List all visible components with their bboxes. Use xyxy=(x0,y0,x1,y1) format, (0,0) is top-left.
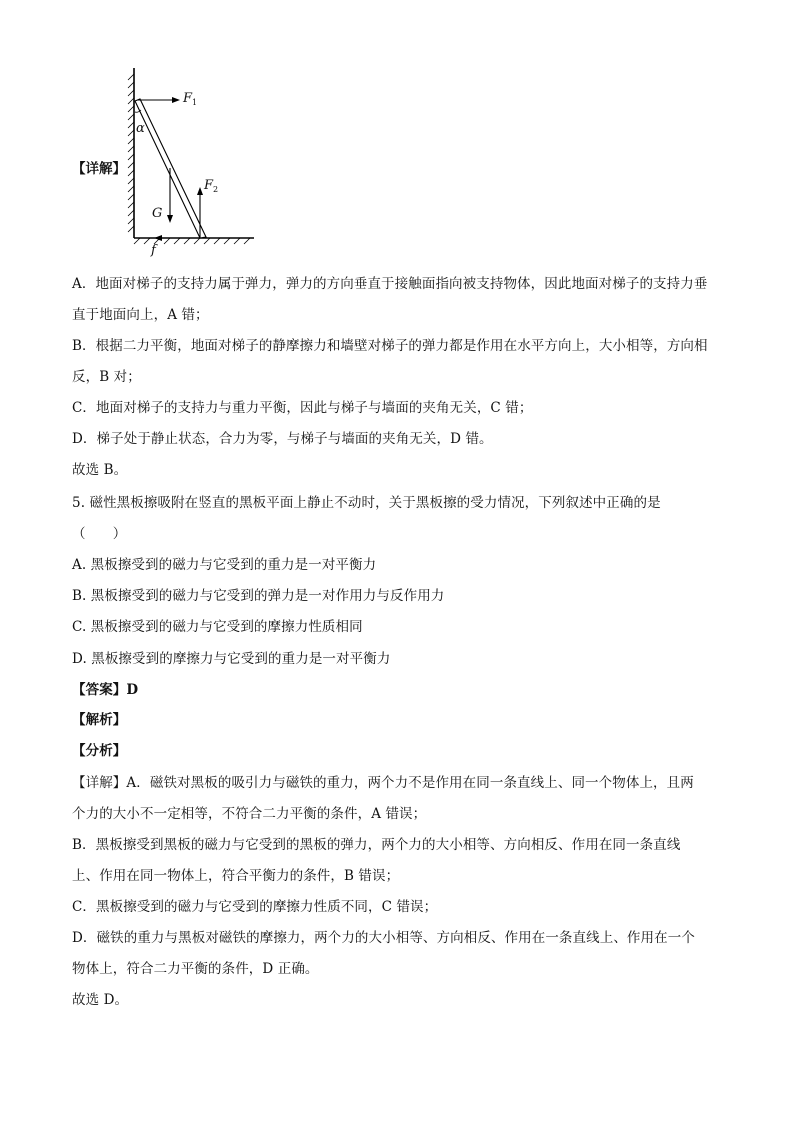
q5-fenxi-label: 【分析】 xyxy=(72,743,127,759)
detail-label: 【详解】 xyxy=(72,161,126,177)
q5-answer: 【答案】D xyxy=(72,682,139,698)
q5-option-c: C. 黑板擦受到的磁力与它受到的摩擦力性质相同 xyxy=(72,619,363,635)
q5-detail-b-line2: 上、作用在同一物体上，符合平衡力的条件，B 错误； xyxy=(72,868,400,884)
q5-option-b: B. 黑板擦受到的磁力与它受到的弹力是一对作用力与反作用力 xyxy=(72,588,445,604)
q4-option-d: D．梯子处于静止状态，合力为零，与梯子与墙面的夹角无关，D 错。 xyxy=(72,431,493,447)
q5-detail-c: C．黑板擦受到的磁力与它受到的摩擦力性质不同，C 错误； xyxy=(72,899,438,915)
q4-option-a-line2: 直于地面向上，A 错； xyxy=(72,307,209,323)
f1-arrowhead xyxy=(172,97,180,103)
label-f2: $F_2$ xyxy=(204,178,219,194)
label-alpha: α xyxy=(136,121,145,136)
q5-detail-a-line2: 个力的大小不一定相等，不符合二力平衡的条件，A 错误； xyxy=(72,806,427,822)
label-friction: f xyxy=(151,243,156,258)
q5-option-d: D. 黑板擦受到的摩擦力与它受到的重力是一对平衡力 xyxy=(72,651,391,667)
q4-conclusion: 故选 B。 xyxy=(72,462,128,478)
q4-option-a-line1: A．地面对梯子的支持力属于弹力，弹力的方向垂直于接触面指向被支持物体，因此地面对梯子的支持力垂 xyxy=(72,276,708,292)
f2-arrowhead xyxy=(197,187,203,195)
g-arrowhead xyxy=(167,215,173,223)
q5-conclusion: 故选 D。 xyxy=(72,992,129,1008)
q5-detail-b-line1: B．黑板擦受到黑板的磁力与它受到的黑板的弹力，两个力的大小相等、方向相反、作用在同一条直线 xyxy=(72,837,681,853)
q4-option-b-line2: 反，B 对； xyxy=(72,369,141,385)
q5-stem-line2: （ ） xyxy=(72,526,127,542)
q5-detail-d-line2: 物体上，符合二力平衡的条件，D 正确。 xyxy=(72,961,319,977)
q5-option-a: A. 黑板擦受到的磁力与它受到的重力是一对平衡力 xyxy=(72,557,377,573)
label-g: G xyxy=(152,206,163,221)
q5-analysis-label: 【解析】 xyxy=(72,712,127,728)
q4-option-c: C．地面对梯子的支持力与重力平衡，因此与梯子与墙面的夹角无关，C 错； xyxy=(72,400,533,416)
q5-stem-line1: 5. 磁性黑板擦吸附在竖直的黑板平面上静止不动时，关于黑板擦的受力情况，下列叙述中正确的是 xyxy=(72,495,661,511)
q4-option-b-line1: B．根据二力平衡，地面对梯子的静摩擦力和墙壁对梯子的弹力都是作用在水平方向上，大小相等，方向相 xyxy=(72,338,708,354)
q5-detail-a-line1: 【详解】A．磁铁对黑板的吸引力与磁铁的重力，两个力不是作用在同一条直线上、同一个物体上，且两 xyxy=(72,775,694,791)
label-f1: $F_1$ xyxy=(183,91,198,107)
wall-hatching xyxy=(128,74,134,232)
q5-detail-d-line1: D．磁铁的重力与黑板对磁铁的摩擦力，两个力的大小相等、方向相反、作用在一条直线上、作用在一个 xyxy=(72,930,695,946)
